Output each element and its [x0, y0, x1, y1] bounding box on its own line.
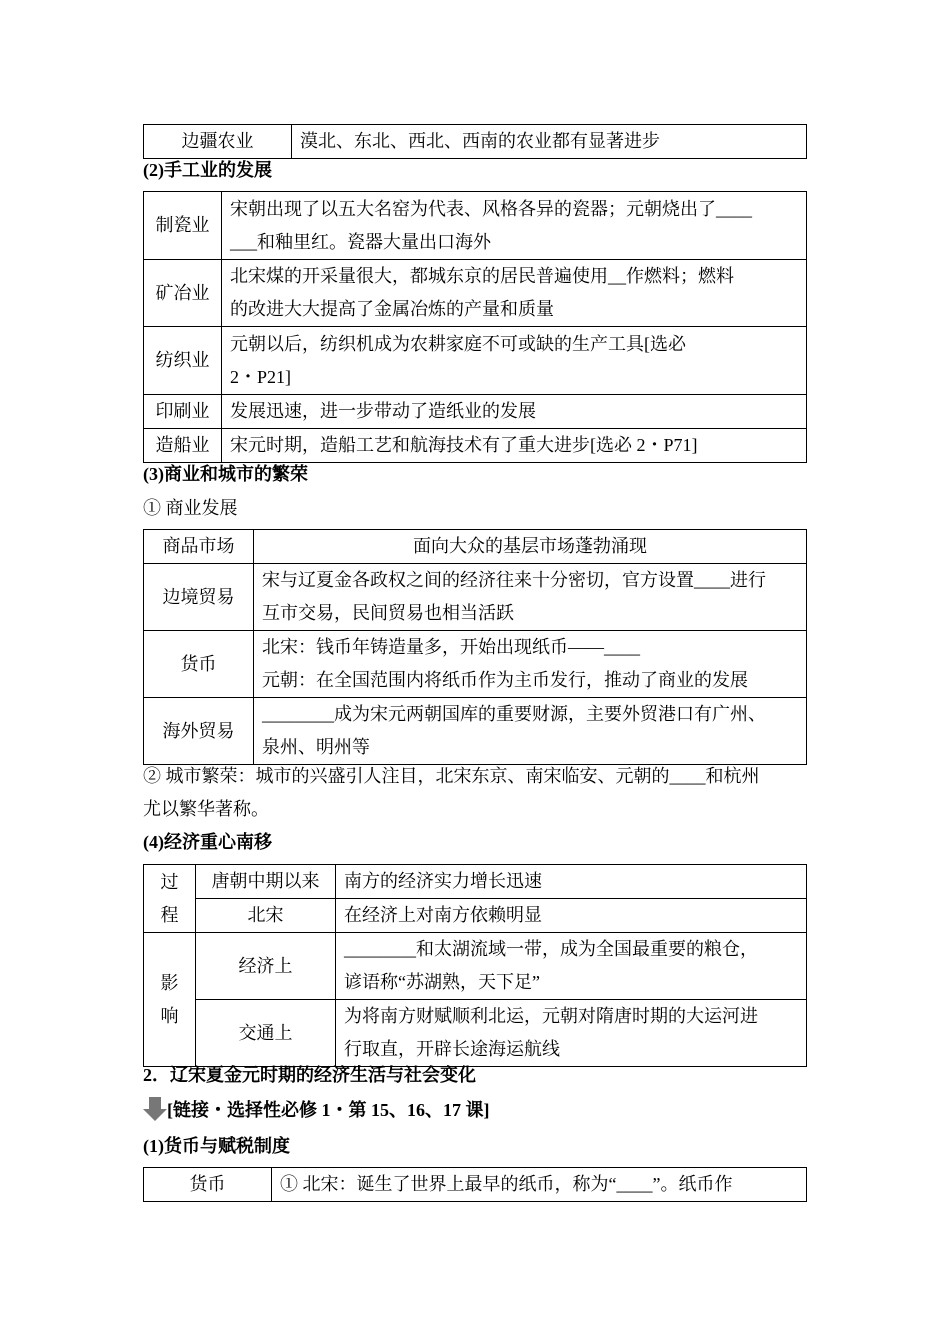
sub-heading-commerce: ① 商业发展 [143, 498, 238, 518]
row-label: 造船业 [144, 429, 222, 463]
row-label: 印刷业 [144, 395, 222, 429]
line: 的改进大大提高了金属冶炼的产量和质量 [230, 299, 554, 319]
line: 为将南方财赋顺利北运，元朝对隋唐时期的大运河进 [344, 1006, 758, 1026]
row-label: 海外贸易 [144, 698, 254, 765]
row-label: 唐朝中期以来 [196, 865, 336, 899]
line: ② 城市繁荣：城市的兴盛引人注目，北宋东京、南宋临安、元朝的____和杭州 [143, 766, 760, 786]
row-content [254, 631, 807, 698]
row-label: 边境贸易 [144, 564, 254, 631]
section-heading-commerce: (3)商业和城市的繁荣 [143, 464, 308, 484]
city-prosperity-paragraph [143, 760, 807, 826]
row-content: 漠北、东北、西北、西南的农业都有显著进步 [292, 125, 807, 159]
row-label: 制瓷业 [144, 192, 222, 260]
row-label: 商品市场 [144, 530, 254, 564]
row-content: 面向大众的基层市场蓬勃涌现 [254, 530, 807, 564]
section-heading-economic-center: (4)经济重心南移 [143, 832, 272, 852]
line: ___和釉里红。瓷器大量出口海外 [230, 231, 491, 252]
line: 互市交易，民间贸易也相当活跃 [262, 603, 514, 623]
line: 谚语称“苏湖熟，天下足” [344, 972, 540, 992]
row-label: 货币 [144, 631, 254, 698]
currency-tax-table [143, 1167, 807, 1202]
row-content [336, 933, 807, 1000]
group-label-impact [144, 933, 196, 1067]
line: 北宋煤的开采量很大，都城东京的居民普遍使用__作燃料；燃料 [230, 266, 734, 286]
line: 宋朝出现了以五大名窑为代表、风格各异的瓷器；元朝烧出了____ [230, 198, 752, 219]
row-content: 南方的经济实力增长迅速 [336, 865, 807, 899]
row-label: 经济上 [196, 933, 336, 1000]
row-content [254, 564, 807, 631]
part2-heading: 2．辽宋夏金元时期的经济生活与社会变化 [143, 1065, 476, 1085]
char: 程 [160, 904, 179, 925]
line: 北宋：钱币年铸造量多，开始出现纸币——____ [262, 637, 640, 657]
line: 元朝：在全国范围内将纸币作为主币发行，推动了商业的发展 [262, 670, 748, 690]
row-label: 北宋 [196, 899, 336, 933]
row-label: 边疆农业 [144, 125, 292, 159]
down-arrow-icon [143, 1097, 167, 1121]
row-content: 在经济上对南方依赖明显 [336, 899, 807, 933]
handicraft-table [143, 191, 807, 463]
line: 宋与辽夏金各政权之间的经济往来十分密切，官方设置____进行 [262, 570, 766, 590]
row-content: 宋元时期，造船工艺和航海技术有了重大进步[选必 2・P71] [222, 429, 807, 463]
row-content [222, 260, 807, 327]
part2-sub-heading: (1)货币与赋税制度 [143, 1136, 290, 1156]
commerce-table [143, 529, 807, 765]
line: 2・P21] [230, 366, 292, 387]
line: ________和太湖流域一带，成为全国最重要的粮仓， [344, 939, 758, 959]
line: 泉州、明州等 [262, 737, 370, 757]
char: 响 [160, 1005, 179, 1026]
row-label: 货币 [144, 1168, 272, 1202]
economic-center-table [143, 864, 807, 1067]
char: 过 [160, 871, 179, 892]
line: 行取直，开辟长途海运航线 [344, 1039, 560, 1059]
row-content [222, 192, 807, 260]
row-label: 纺织业 [144, 327, 222, 395]
section-heading-handicraft: (2)手工业的发展 [143, 160, 272, 180]
row-content [254, 698, 807, 765]
row-content: 发展迅速，进一步带动了造纸业的发展 [222, 395, 807, 429]
row-label: 交通上 [196, 1000, 336, 1067]
row-content [336, 1000, 807, 1067]
row-label: 矿冶业 [144, 260, 222, 327]
char: 影 [160, 972, 179, 993]
link-text: [链接・选择性必修 1・第 15、16、17 课] [167, 1100, 490, 1120]
row-content [222, 327, 807, 395]
link-line [143, 1094, 490, 1127]
line: 元朝以后，纺织机成为农耕家庭不可或缺的生产工具[选必 [230, 333, 686, 354]
group-label-process [144, 865, 196, 933]
line: 尤以繁华著称。 [143, 799, 269, 819]
row-content: ① 北宋：诞生了世界上最早的纸币，称为“____”。纸币作 [272, 1168, 807, 1202]
line: ________成为宋元两朝国库的重要财源，主要外贸港口有广州、 [262, 704, 766, 724]
